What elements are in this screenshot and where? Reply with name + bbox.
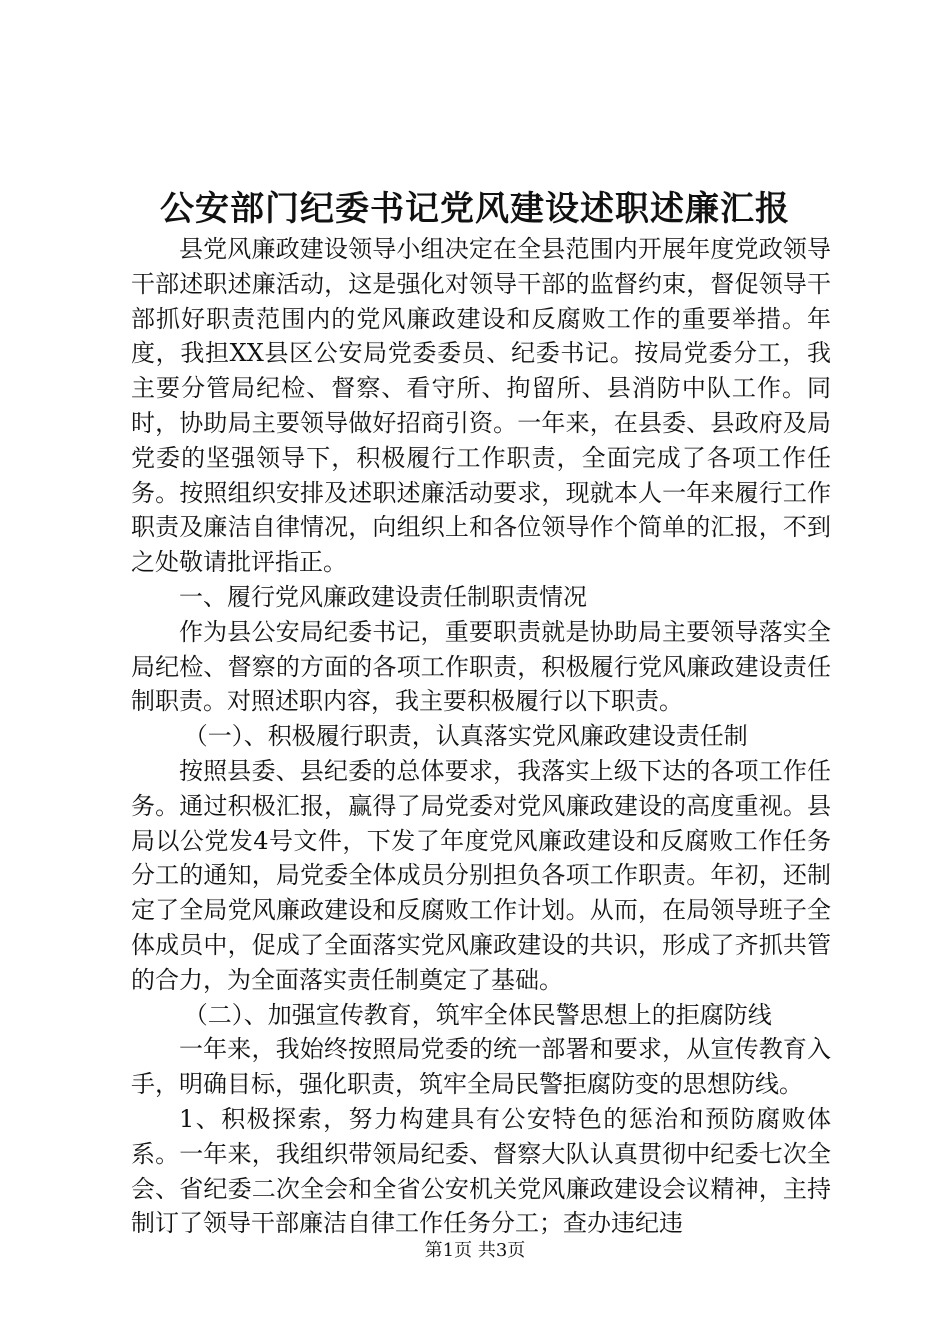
document-title: 公安部门纪委书记党风建设述职述廉汇报 [160,189,790,229]
paragraph-item-1: 1、积极探索，努力构建具有公安特色的惩治和预防腐败体系。一年来，我组织带领局纪委、督察大队认真贯彻中纪委七次全会、省纪委二次全会和全省公安机关党风廉政建设会议精神，主持制订了领导干部廉洁自律工作任务分工；查办违纪违 [131,1104,831,1238]
paragraph-intro: 县党风廉政建设领导小组决定在全县范围内开展年度党政领导干部述职述廉活动，这是强化对领导干部的监督约束，督促领导干部抓好职责范围内的党风廉政建设和反腐败工作的重要举措。年度，我担XX县区公安局党委委员、纪委书记。按局党委分工，我主要分管局纪检、督察、看守所、拘留所、县消防中队工作。同时，协助局主要领导做好招商引资。一年来，在县委、县政府及局党委的坚强领导下，积极履行工作职责，全面完成了各项工作任务。按照组织安排及述职述廉活动要求，现就本人一年来履行工作职责及廉洁自律情况，向组织上和各位领导作个简单的汇报，不到之处敬请批评指正。 [131,235,831,577]
document-body [131,232,831,1241]
paragraph-section-1: 作为县公安局纪委书记，重要职责就是协助局主要领导落实全局纪检、督察的方面的各项工作职责，积极履行党风廉政建设责任制职责。对照述职内容，我主要积极履行以下职责。 [131,617,831,716]
subsection-heading-2: （二）、加强宣传教育，筑牢全体民警思想上的拒腐防线 [183,1000,772,1029]
page-number: 第1页 共3页 [424,1240,526,1261]
paragraph-subsection-2: 一年来，我始终按照局党委的统一部署和要求，从宣传教育入手，明确目标，强化职责，筑牢全局民警拒腐防变的思想防线。 [131,1035,831,1099]
subsection-heading-1: （一）、积极履行职责，认真落实党风廉政建设责任制 [183,722,748,751]
section-heading-1: 一、履行党风廉政建设责任制职责情况 [179,582,587,611]
paragraph-subsection-1: 按照县委、县纪委的总体要求，我落实上级下达的各项工作任务。通过积极汇报，赢得了局党委对党风廉政建设的高度重视。县局以公党发4号文件，下发了年度党风廉政建设和反腐败工作任务分工的通知，局党委全体成员分别担负各项工作职责。年初，还制定了全局党风廉政建设和反腐败工作计划。从而，在局领导班子全体成员中，促成了全面落实党风廉政建设的共识，形成了齐抓共管的合力，为全面落实责任制奠定了基础。 [131,756,831,994]
